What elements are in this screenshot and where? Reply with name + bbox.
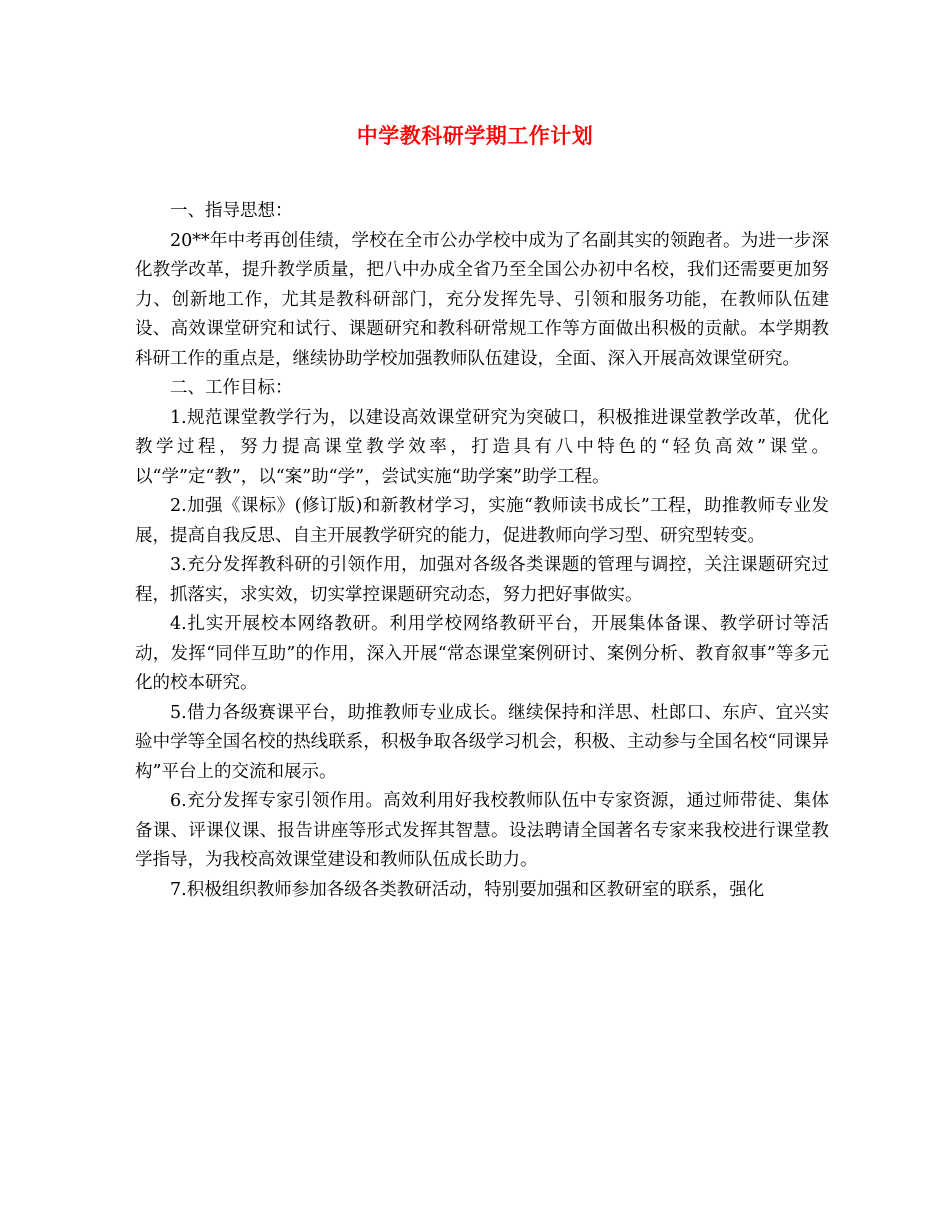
goal-item-3: 3.充分发挥教科研的引领作用，加强对各级各类课题的管理与调控，关注课题研究过程，抓落实，求实效，切实掌控课题研究动态，努力把好事做实。 bbox=[135, 555, 829, 605]
section-heading-work-goals: 二、工作目标： bbox=[170, 378, 293, 398]
goal-item-2: 2.加强《课标》(修订版)和新教材学习，实施“教师读书成长”工程，助推教师专业发展，提高自我反思、自主开展教学研究的能力，促进教师向学习型、研究型转变。 bbox=[135, 496, 829, 546]
goal-item-6: 6.充分发挥专家引领作用。高效利用好我校教师队伍中专家资源，通过师带徒、集体备课、评课仪课、报告讲座等形式发挥其智慧。设法聘请全国著名专家来我校进行课堂教学指导，为我校高效课堂建设和教师队伍成长助力。 bbox=[135, 791, 829, 870]
document-title: 中学教科研学期工作计划 bbox=[356, 123, 594, 148]
document-body bbox=[135, 197, 829, 905]
goal-item-4: 4.扎实开展校本网络教研。利用学校网络教研平台，开展集体备课、教学研讨等活动，发挥“同伴互助”的作用，深入开展“常态课堂案例研讨、案例分析、教育叙事”等多元化的校本研究。 bbox=[135, 614, 829, 693]
goal-item-5: 5.借力各级赛课平台，助推教师专业成长。继续保持和洋思、杜郎口、东庐、宜兴实验中学等全国名校的热线联系，积极争取各级学习机会，积极、主动参与全国名校“同课异构”平台上的交流和展示。 bbox=[135, 702, 829, 782]
goal-item-1: 1.规范课堂教学行为，以建设高效课堂研究为突破口，积极推进课堂教学改革，优化教学过程，努力提高课堂教学效率，打造具有八中特色的“轻负高效”课堂。以“学”定“教”，以“案”助“学”，尝试实施“助学案”助学工程。 bbox=[135, 407, 829, 487]
goal-item-7: 7.积极组织教师参加各级各类教研活动，特别要加强和区教研室的联系，强化 bbox=[170, 879, 765, 900]
section-heading-guiding-ideology: 一、指导思想： bbox=[170, 201, 293, 221]
paragraph-guiding-ideology: 20**年中考再创佳绩，学校在全市公办学校中成为了名副其实的领跑者。为进一步深化教学改革，提升教学质量，把八中办成全省乃至全国公办初中名校，我们还需要更加努力、创新地工作，尤其是教科研部门，充分发挥先导、引领和服务功能，在教师队伍建设、高效课堂研究和试行、课题研究和教科研常规工作等方面做出积极的贡献。本学期教科研工作的重点是，继续协助学校加强教师队伍建设，全面、深入开展高效课堂研究。 bbox=[135, 230, 829, 369]
